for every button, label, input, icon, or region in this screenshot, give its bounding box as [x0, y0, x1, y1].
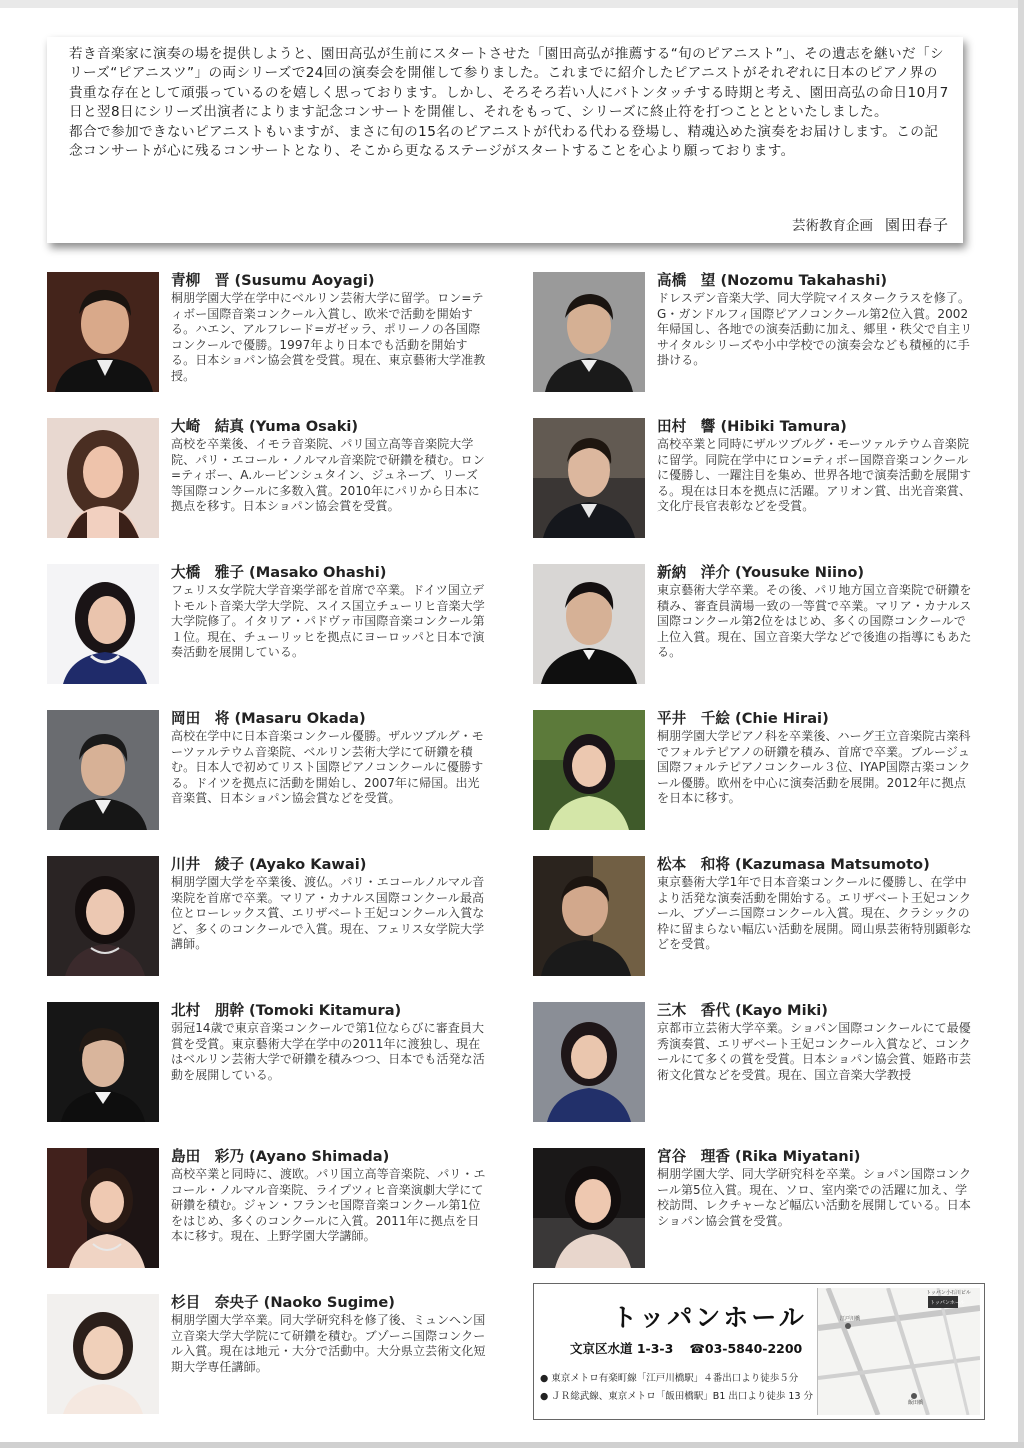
pianist-card: [47, 272, 487, 398]
pianist-bio: フェリス女学院大学音楽学部を首席で卒業。ドイツ国立デトモルト音楽大学大学院、スイス国立チューリヒ音楽大学大学院修了。イタリア・パドヴァ市国際音楽コンクール第１位。現在、チューリッヒを拠点にヨーロッパと日本で演奏活動を展開している。: [171, 583, 485, 660]
pianist-card: [533, 1002, 973, 1128]
intro-paragraph-1: 若き音楽家に演奏の場を提供しようと、園田高弘が生前にスタートさせた「園田高弘が推薦する“旬のピアニスト”」、その遺志を継いだ「シリーズ“ピアニスツ”」の両シリーズで24回の演奏会を開催して参りました。これまでに紹介したピアニストがそれぞれに日本のピアノ界の貴重な存在として頑張っているのを嬉しく思っております。しかし、そろそろ若い人にバトンタッチする時期と考え、園田高弘の命日10月7日と翌8日にシリーズ出演者によります記念コンサートを開催し、それをもって、シリーズに終止符を打つこととといたしました。: [69, 46, 949, 121]
pianist-photo: [533, 856, 645, 976]
pianist-name: 川井 綾子 (Ayako Kawai): [171, 856, 367, 873]
pianist-name: 杉目 奈央子 (Naoko Sugime): [171, 1294, 395, 1311]
pianist-photo: [47, 710, 159, 830]
pianist-card: [533, 564, 973, 690]
pianist-photo: [47, 272, 159, 392]
intro-signature: [792, 214, 949, 235]
pianist-photo: [533, 272, 645, 392]
page-right-edge: [1018, 0, 1024, 1448]
pianist-photo: [47, 1002, 159, 1122]
pianist-bio: 東京藝術大学卒業。その後、パリ地方国立音楽院で研鑽を積み、審査員満場一致の一等賞で卒業。マリア・カナルス国際コンクール第2位をはじめ、多くの国際コンクールで上位入賞。現在、国立音楽大学などで後進の指導にもあたる。: [657, 583, 972, 660]
intro-box: [47, 37, 963, 243]
pianist-photo: [47, 564, 159, 684]
pianist-photo: [47, 418, 159, 538]
pianist-bio: 弱冠14歳で東京音楽コンクールで第1位ならびに審査員大賞を受賞。東京藝術大学在学中の2011年に渡独し、現在はベルリン芸術大学で研鑽を積みつつ、日本でも活発な活動を展開している。: [171, 1021, 485, 1082]
map-label-hall: トッパンホール: [930, 1300, 965, 1306]
intro-paragraph-2: 都合で参加できないピアニストもいますが、まさに旬の15名のピアニストが代わる代わる登場し、精魂込めた演奏をお届けします。この記念コンサートが心に残るコンサートとなり、そこから更なるステージがスタートすることを心より願っております。: [69, 123, 939, 160]
pianist-card: [533, 418, 973, 544]
pianist-bio: 高校卒業と同時にザルツブルグ・モーツァルテウム音楽院に留学。同院在学中にロン=ティボー国際音楽コンクールに優勝し、一躍注目を集め、世界各地で演奏活動を展開する。現在は日本を拠点に活躍。アリオン賞、出光音楽賞、文化庁長官表彰などを受賞。: [657, 437, 972, 514]
venue-tel: ☎03-5840-2200: [689, 1341, 803, 1356]
pianist-bio: 東京藝術大学1年で日本音楽コンクールに優勝し、在学中より活発な演奏活動を開始する。エリザベート王妃コンクール、ブゾーニ国際コンクール入賞。現在、クラシックの枠に留まらない幅広い活動を展開。岡山県芸術特別顕彰などを受賞。: [657, 875, 972, 952]
pianist-name: 新納 洋介 (Yousuke Niino): [657, 564, 865, 581]
map-label-building: トッパン小石川ビル: [926, 1290, 971, 1296]
pianist-bio: ドレスデン音楽大学、同大学院マイスタークラスを修了。G・ガンドルフィ国際ピアノコンクール第2位入賞。2002年帰国し、各地での演奏活動に加え、郷里・秩父で自主リサイタルシリーズや小中学校での演奏会なども積極的に手掛ける。: [657, 291, 973, 368]
pianist-card: [533, 856, 973, 982]
pianist-card: [47, 1294, 487, 1420]
signature-name: 園田春子: [884, 216, 949, 234]
pianist-card: [47, 856, 487, 982]
pianist-bio: 桐朋学園大学、同大学研究科を卒業。ショパン国際コンクール第5位入賞。現在、ソロ、室内楽での活躍に加え、学校訪問、レクチャーなど幅広い活動を展開している。日本ショパン協会賞を受賞。: [657, 1167, 972, 1228]
pianist-card: [47, 1002, 487, 1128]
pianist-name: 松本 和将 (Kazumasa Matsumoto): [657, 856, 930, 873]
pianist-bio: 桐朋学園大学在学中にベルリン芸術大学に留学。ロン=ティボー国際音楽コンクール入賞し、欧米で活動を開始する。ハエン、アルフレード=ガゼッラ、ポリーノの各国際コンクールで優勝。1997年より日本でも活動を開始する。日本ショパン協会賞を受賞。現在、東京藝術大学准教授。: [171, 291, 486, 383]
pianist-name: 岡田 将 (Masaru Okada): [171, 710, 366, 727]
pianist-card: [47, 1148, 487, 1274]
map-label-edogawabashi: 江戸川橋: [840, 1316, 861, 1322]
pianist-name: 田村 響 (Hibiki Tamura): [657, 418, 847, 435]
page-top-edge: [0, 0, 1024, 8]
pianist-photo: [533, 710, 645, 830]
venue-address: 文京区水道 1-3-3: [570, 1341, 674, 1356]
pianist-photo: [533, 418, 645, 538]
pianist-card: [533, 272, 973, 398]
pianist-card: [533, 710, 973, 836]
pianist-bio: 桐朋学園大学ピアノ科を卒業後、ハーグ王立音楽院古楽科でフォルテピアノの研鑽を積み、首席で卒業。ブルージュ国際フォルテピアノコンクール３位、IYAP国際古楽コンクール優勝。欧州を中心に演奏活動を展開。2012年に拠点を日本に移す。: [657, 729, 971, 806]
pianist-bio: 桐朋学園大学を卒業後、渡仏。パリ・エコールノルマル音楽院を首席で卒業。マリア・カナルス国際コンクール最高位とローレックス賞、エリザベート王妃コンクール入賞など、多くのコンクールで入賞。現在、フェリス女学院大学講師。: [171, 875, 485, 952]
venue-access: [540, 1370, 813, 1406]
signature-org: 芸術教育企画: [791, 218, 873, 234]
pianist-name: 平井 千絵 (Chie Hirai): [657, 710, 829, 727]
access-line-2: ● ＪＲ総武線、東京メトロ「飯田橋駅」B1 出口より徒歩 13 分: [540, 1391, 814, 1402]
venue-box: [533, 1283, 985, 1420]
pianist-photo: [47, 856, 159, 976]
pianist-card: [533, 1148, 973, 1274]
pianist-name: 青柳 晋 (Susumu Aoyagi): [171, 272, 375, 289]
pianist-name: 三木 香代 (Kayo Miki): [657, 1002, 828, 1019]
pianist-bio: 高校を卒業後、イモラ音楽院、パリ国立高等音楽院大学院、パリ・エコール・ノルマル音楽院で研鑽を積む。ロン=ティボー、A.ルービンシュタイン、ジュネーブ、リーズ等国際コンクールに多数入賞。2010年にパリから日本に拠点を移す。日本ショパン協会賞を受賞。: [171, 437, 485, 514]
pianist-bio: 京都市立芸術大学卒業。ショパン国際コンクールにて最優秀演奏賞、エリザベート王妃コンクール入賞など、コンクールにて多くの賞を受賞。日本ショパン協会賞、姫路市芸術文化賞などを受賞。現在、国立音楽大学教授: [657, 1021, 972, 1082]
pianist-name: 宮谷 理香 (Rika Miyatani): [657, 1148, 861, 1165]
pianist-name: 北村 朋幹 (Tomoki Kitamura): [171, 1002, 402, 1019]
pianist-photo: [533, 1002, 645, 1122]
pianist-photo: [47, 1294, 159, 1414]
pianist-photo: [533, 1148, 645, 1268]
pianist-card: [47, 564, 487, 690]
pianist-name: 大崎 結真 (Yuma Osaki): [171, 418, 359, 435]
pianist-bio: 高校卒業と同時に、渡欧。パリ国立高等音楽院、パリ・エコール・ノルマル音楽院、ライプツィヒ音楽演劇大学にて研鑽を積む。ジャン・フランセ国際音楽コンクール第1位をはじめ、多くのコンクールに入賞。2011年に拠点を日本に移す。現在、上野学園大学講師。: [171, 1167, 486, 1244]
pianist-photo: [47, 1148, 159, 1268]
venue-title: トッパンホール: [612, 1303, 807, 1332]
page-bottom-edge: [0, 1442, 1024, 1448]
pianist-photo: [533, 564, 645, 684]
pianist-bio: 高校在学中に日本音楽コンクール優勝。ザルツブルグ・モーツァルテウム音楽院、ベルリン芸術大学にて研鑽を積む。日本人で初めてリスト国際ピアノコンクールに優勝する。ドイツを拠点に活動を開始し、2007年に帰国。出光音楽賞、日本ショパン協会賞などを受賞。: [171, 729, 484, 806]
venue-address-line: [570, 1339, 802, 1357]
access-map: [817, 1288, 980, 1415]
pianist-bio: 桐朋学園大学卒業。同大学研究科を修了後、ミュンヘン国立音楽大学大学院にて研鑽を積む。ブゾーニ国際コンクール入賞。現在は地元・大分で活動中。大分県立芸術文化短期大学専任講師。: [171, 1313, 486, 1374]
pianist-card: [47, 418, 487, 544]
pianist-card: [47, 710, 487, 836]
intro-text: [69, 45, 949, 161]
pianist-name: 大橋 雅子 (Masako Ohashi): [171, 564, 387, 581]
access-line-1: ● 東京メトロ有楽町線「江戸川橋駅」４番出口より徒歩５分: [540, 1373, 799, 1384]
pianist-name: 島田 彩乃 (Ayano Shimada): [171, 1148, 390, 1165]
pianist-name: 高橋 望 (Nozomu Takahashi): [657, 272, 888, 289]
map-label-iidabashi: 飯田橋: [908, 1400, 924, 1406]
